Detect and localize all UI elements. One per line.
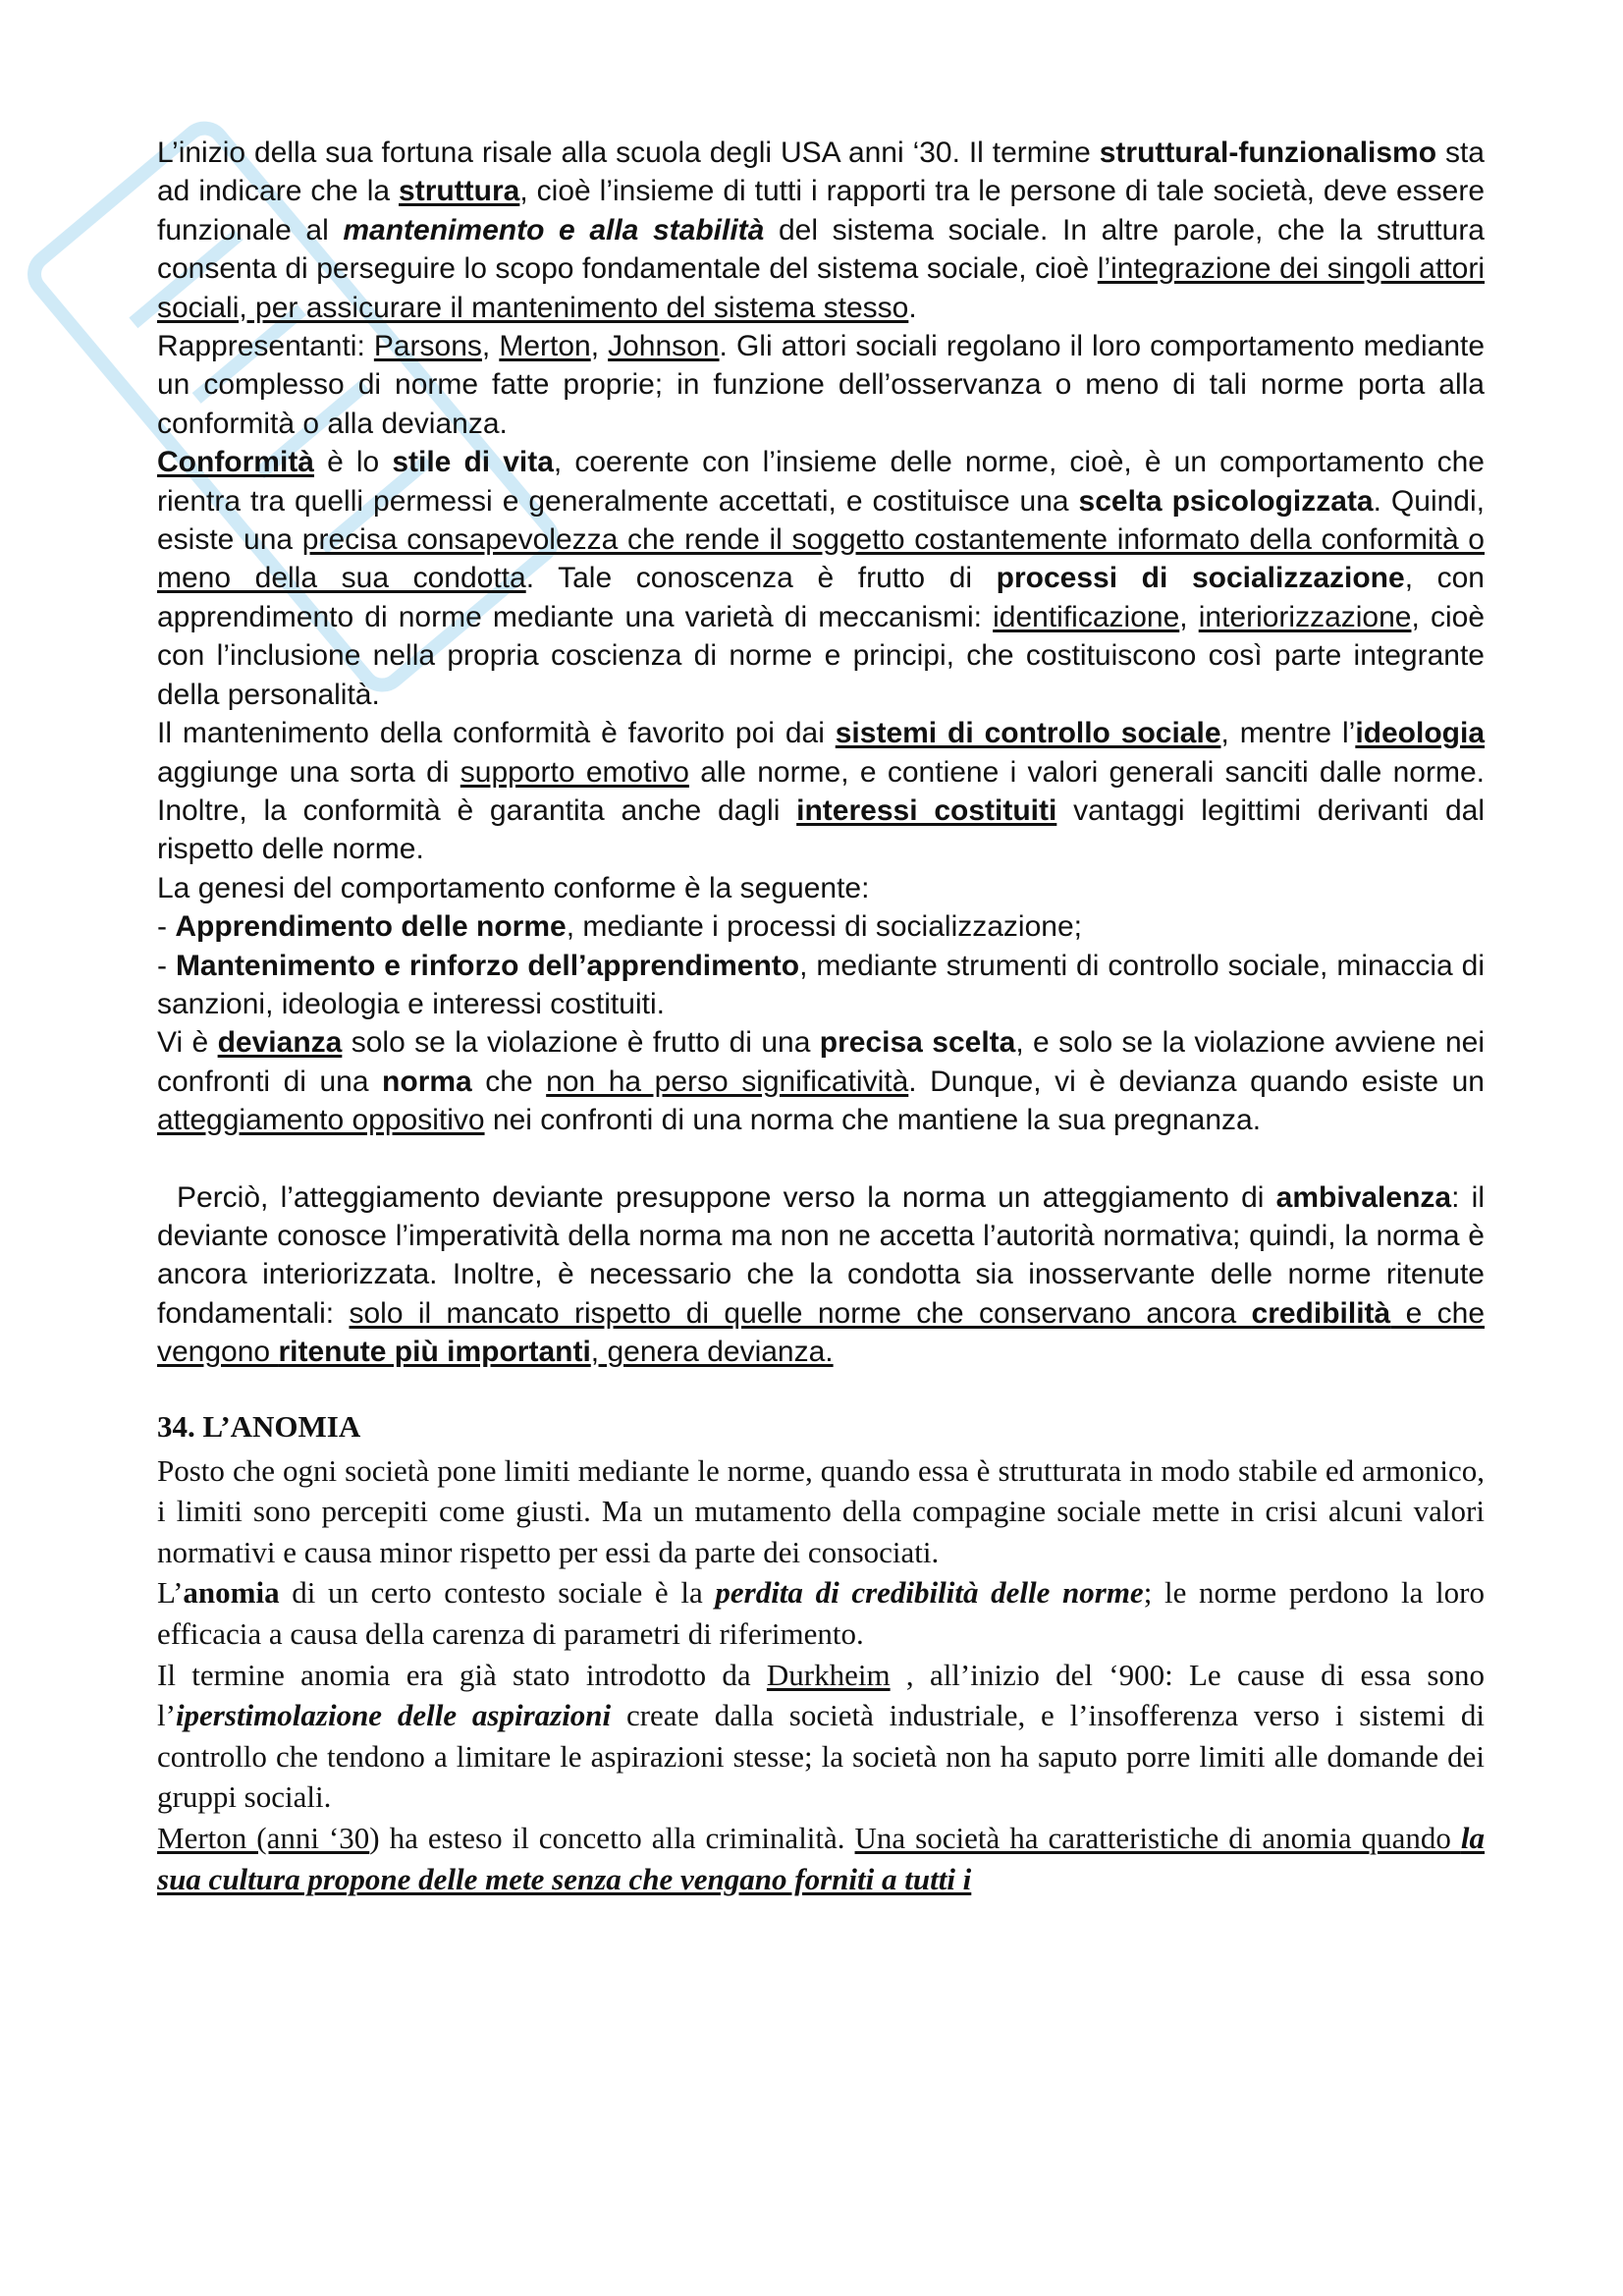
name-durkheim: Durkheim xyxy=(766,1657,891,1692)
text: . Tale conoscenza è frutto di xyxy=(525,562,997,595)
paragraph-limits: Posto che ogni società pone limiti mediante le norme, quando essa è strutturata in modo stabile ed armonico, i limiti sono percepiti come giusti. Ma un mutamento della compagine sociale mette in crisi alcuni valori normativi e causa minor rispetto per essi da parte dei consociati. xyxy=(157,1452,1485,1569)
paragraph-maintenance xyxy=(157,714,1485,869)
text: . xyxy=(908,291,917,324)
paragraph-representatives xyxy=(157,327,1485,443)
term-bold: struttural-funzionalismo xyxy=(1099,137,1437,169)
text: alle norme, e contiene i valori generali sanciti dalle norme. Inoltre, la conformità è garantita anche dagli xyxy=(157,755,1485,827)
paragraph-deviance xyxy=(157,1023,1485,1139)
text: , mediante strumenti di controllo sociale, minaccia di sanzioni, ideologia e interessi costituiti. xyxy=(157,949,1485,1020)
underlined-text: precisa consapevolezza che rende il soggetto costantemente informato della conformità o meno della sua condotta xyxy=(157,523,1485,595)
text: . Dunque, vi è devianza quando esiste un xyxy=(908,1065,1485,1098)
name-parsons: Parsons xyxy=(373,330,482,363)
text: create dalla società industriale, e l’insofferenza verso i sistemi di controllo che tendono a limitare le aspirazioni stesse; la società non ha saputo porre limiti alle domande dei gruppi sociali. xyxy=(157,1698,1485,1815)
paragraph-origin xyxy=(157,134,1485,327)
text: , mediante i processi di socializzazione; xyxy=(566,910,1082,944)
paragraph-genesis: La genesi del comportamento conforme è la seguente: xyxy=(157,871,870,904)
text: che xyxy=(471,1065,547,1098)
section-anomia xyxy=(157,1450,1485,1900)
term-bold-underlined: ideologia xyxy=(1355,717,1486,750)
text: , mentre l’ xyxy=(1220,717,1356,750)
term-bold: processi di socializzazione xyxy=(996,562,1405,595)
text: Rappresentanti: xyxy=(157,330,374,363)
term-bold: ritenute più importanti xyxy=(278,1336,591,1369)
paragraph-conformity xyxy=(157,443,1485,714)
text: Vi è xyxy=(157,1026,218,1060)
term-bold-underlined: interessi costituiti xyxy=(796,793,1057,827)
term-bold-italic: perdita di credibilità delle norme xyxy=(715,1575,1144,1611)
term-conformita: Conformità xyxy=(157,446,314,479)
term-bold: Mantenimento e rinforzo dell’apprendimento xyxy=(175,949,800,982)
text: Il mantenimento della conformità è favorito poi dai xyxy=(157,717,836,750)
term-bold: anomia xyxy=(183,1575,280,1611)
text: . Gli attori sociali regolano il loro comportamento mediante un complesso di norme fatte proprie; in funzione dell’osservanza o meno di tali norme porta alla conformità o alla devianza. xyxy=(157,330,1486,440)
underlined-text: identificazione xyxy=(993,600,1180,633)
term-bold: precisa scelta xyxy=(819,1026,1016,1060)
underlined-text: solo il mancato rispetto di quelle norme che conservano ancora xyxy=(349,1296,1252,1330)
text: , xyxy=(590,330,609,363)
underlined-text: non ha perso significatività xyxy=(546,1065,909,1098)
term-bold-italic: mantenimento e alla stabilità xyxy=(343,213,765,246)
underlined-text: l’integrazione dei singoli attori sociali, per assicurare il mantenimento del sistema stesso xyxy=(157,252,1486,324)
text: . Quindi, esiste una xyxy=(157,484,1485,557)
paragraph-ambivalence xyxy=(157,1178,1485,1372)
term-bold-underlined: devianza xyxy=(217,1026,343,1060)
text: Perciò, l’atteggiamento deviante presuppone verso la norma un atteggiamento di xyxy=(177,1180,1276,1214)
section-heading: 34. L’ANOMIA xyxy=(157,1408,361,1444)
underlined-text: interiorizzazione xyxy=(1198,600,1412,633)
list-item xyxy=(157,947,1485,1024)
text: - xyxy=(157,910,176,944)
term-bold: Apprendimento delle norme xyxy=(175,910,567,944)
text: sta ad indicare che la xyxy=(157,137,1485,208)
term-bold: credibilità xyxy=(1251,1296,1391,1330)
text: aggiunge una sorta di xyxy=(157,755,460,789)
list-item xyxy=(157,907,1485,946)
paragraph-anomia-definition xyxy=(157,1572,1485,1654)
term-bold-italic: iperstimolazione delle aspirazioni xyxy=(175,1698,612,1733)
term-bold: scelta psicologizzata xyxy=(1078,484,1374,518)
text: del sistema sociale. In altre parole, che la struttura consenta di perseguire lo scopo fondamentale del sistema sociale, cioè xyxy=(157,213,1485,286)
underlined-text: , genera devianza. xyxy=(590,1336,834,1369)
text: nei confronti di una norma che mantiene la sua pregnanza. xyxy=(484,1104,1262,1137)
paragraph-merton xyxy=(157,1818,1485,1899)
underlined-text: Una società ha caratteristiche di anomia quando xyxy=(854,1820,1461,1855)
text: , xyxy=(481,330,500,363)
text: , con apprendimento di norme mediante una varietà di meccanismi: xyxy=(157,562,1485,633)
underlined-text: supporto emotivo xyxy=(460,755,689,789)
text: L’inizio della sua fortuna risale alla scuola degli USA anni ‘30. Il termine xyxy=(157,137,1100,169)
text: , cioè con l’inclusione nella propria coscienza di norme e principi, che costituiscono così parte integrante della personalità. xyxy=(157,600,1485,711)
text: , all’inizio del ‘900: Le cause di essa sono l’ xyxy=(157,1657,1485,1733)
text: vantaggi legittimi derivanti dal rispetto delle norme. xyxy=(157,793,1485,866)
text: Il termine anomia era già stato introdotto da xyxy=(157,1657,767,1692)
text: , e solo se la violazione avviene nei confronti di una xyxy=(157,1026,1485,1098)
text: solo se la violazione è frutto di una xyxy=(342,1026,820,1060)
term-bold: norma xyxy=(382,1065,472,1098)
text: , cioè l’insieme di tutti i rapporti tra le persone di tale società, deve essere funzionale al xyxy=(157,175,1485,246)
term-bold-underlined: struttura xyxy=(399,175,520,208)
text: - xyxy=(157,949,176,982)
paragraph-durkheim xyxy=(157,1655,1485,1818)
text: ; le norme perdono la loro efficacia a causa della carenza di parametri di riferimento. xyxy=(157,1575,1486,1651)
text: , xyxy=(1179,600,1199,633)
term-bold: ambivalenza xyxy=(1275,1180,1452,1214)
underlined-text: e che vengono xyxy=(157,1296,1486,1369)
section-structural-functionalism xyxy=(157,134,1485,1372)
text: è lo xyxy=(314,446,393,479)
name-johnson: Johnson xyxy=(608,330,720,363)
text: : il deviante conosce l’imperatività della norma ma non ne accetta l’autorità normativa; quindi, la norma è ancora interiorizzata. Inoltre, è necessario che la condotta sia inosservante delle norme ritenute fondamentali: xyxy=(157,1180,1485,1330)
text: L’ xyxy=(157,1575,184,1611)
name-merton: Merton xyxy=(499,330,591,363)
underlined-text: Merton (anni ‘30 xyxy=(157,1820,370,1855)
term-bold: stile di vita xyxy=(392,446,554,479)
document-page xyxy=(157,134,1485,1899)
term-bold-underlined: sistemi di controllo sociale xyxy=(835,717,1221,750)
term-bold-italic-underlined: la sua cultura propone delle mete senza che vengano forniti a tutti i xyxy=(157,1820,1486,1896)
underlined-text: atteggiamento oppositivo xyxy=(157,1104,485,1137)
text: di un certo contesto sociale è la xyxy=(279,1575,716,1611)
text: , coerente con l’insieme delle norme, cioè, è un comportamento che rientra tra quelli permessi e generalmente accettati, e costituisce una xyxy=(157,446,1485,518)
text: ) ha esteso il concetto alla criminalità. xyxy=(369,1820,855,1855)
